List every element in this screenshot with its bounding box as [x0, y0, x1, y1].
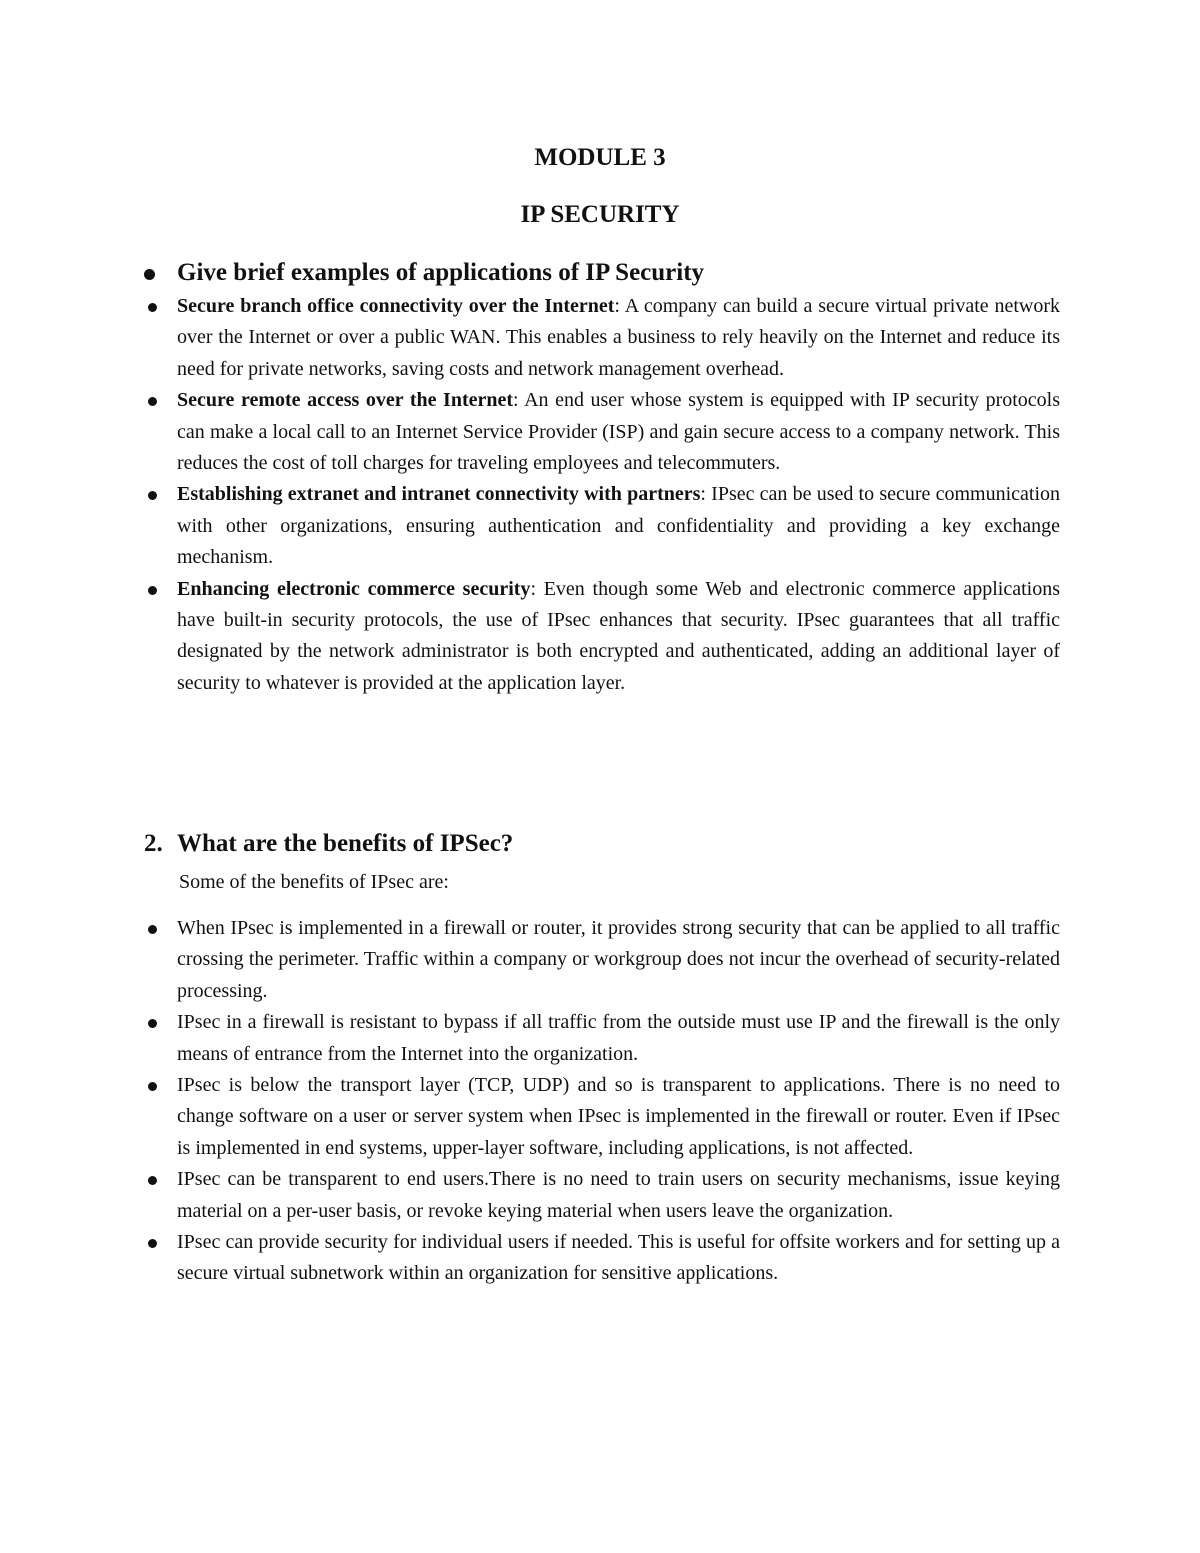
list-item — [144, 913, 1060, 1007]
bullet-icon — [148, 1176, 157, 1185]
item-term: Secure branch office connectivity over the Internet — [177, 295, 615, 317]
list-item — [144, 1070, 1060, 1164]
list-item — [144, 574, 1060, 700]
bullet-icon — [148, 925, 157, 934]
applications-list — [144, 291, 1060, 699]
item-term: Establishing extranet and intranet connectivity with partners — [177, 483, 701, 506]
list-item — [144, 1007, 1060, 1070]
list-item — [144, 1227, 1060, 1290]
bullet-icon — [148, 1019, 157, 1028]
benefits-list — [144, 913, 1060, 1290]
list-item — [144, 1164, 1060, 1227]
bullet-icon — [148, 586, 157, 595]
section-number: 2. — [144, 830, 163, 857]
list-item — [144, 385, 1060, 479]
item-text: IPsec can be transparent to end users.There is no need to train users on security mechanisms, issue keying material on a per-user basis, or revoke keying material when users leave the organization. — [177, 1168, 1060, 1222]
section2-heading-text: What are the benefits of IPSec? — [177, 830, 514, 857]
bullet-icon — [148, 491, 157, 500]
item-text: : An end user whose system is equipped with IP security protocols can make a local call to an Internet Service Provider (ISP) and gain secure access to a company network. This reduces the cost of toll charges for traveling employees and telecommuters. — [177, 389, 1061, 475]
bullet-icon — [144, 258, 174, 288]
document-title: IP SECURITY — [520, 201, 680, 228]
bullet-icon — [148, 1239, 157, 1248]
item-term: Secure remote access over the Internet — [177, 389, 514, 412]
section2-intro: Some of the benefits of IPsec are: — [179, 871, 449, 893]
item-text: IPsec in a firewall is resistant to bypass if all traffic from the outside must use IP and the firewall is the only means of entrance from the Internet into the organization. — [177, 1011, 1060, 1065]
item-text: IPsec is below the transport layer (TCP, UDP) and so is transparent to applications. There is no need to change software on a user or server system when IPsec is implemented in the firewall or router. Even if IPsec is implemented in end systems, upper-layer software, including applications, is not affected. — [177, 1074, 1060, 1159]
list-item — [144, 479, 1060, 573]
bullet-icon — [148, 303, 157, 312]
bullet-icon — [148, 397, 157, 406]
module-title: MODULE 3 — [534, 144, 666, 171]
item-term: Enhancing electronic commerce security — [177, 577, 531, 600]
section1-heading-text: Give brief examples of applications of IP Security — [177, 259, 705, 286]
bullet-icon — [148, 1082, 157, 1091]
item-text: : A company can build a secure virtual private network over the Internet or over a public WAN. This enables a business to rely heavily on the Internet and reduce its need for private networks, saving costs and network management overhead. — [177, 295, 1060, 380]
item-text: : IPsec can be used to secure communication with other organizations, ensuring authentication and confidentiality and providing a key exchange mechanism. — [177, 483, 1060, 569]
item-text: When IPsec is implemented in a firewall or router, it provides strong security that can be applied to all traffic crossing the perimeter. Traffic within a company or workgroup does not incur the overhead of security-related processing. — [177, 917, 1060, 1002]
item-text: IPsec can provide security for individual users if needed. This is useful for offsite workers and for setting up a secure virtual subnetwork within an organization for sensitive applications. — [177, 1231, 1060, 1285]
item-text: : Even though some Web and electronic commerce applications have built-in security protocols, the use of IPsec enhances that security. IPsec guarantees that all traffic designated by the network administrator is both encrypted and authenticated, adding an additional layer of security to whatever is provided at the application layer. — [177, 577, 1060, 694]
list-item — [144, 291, 1060, 385]
